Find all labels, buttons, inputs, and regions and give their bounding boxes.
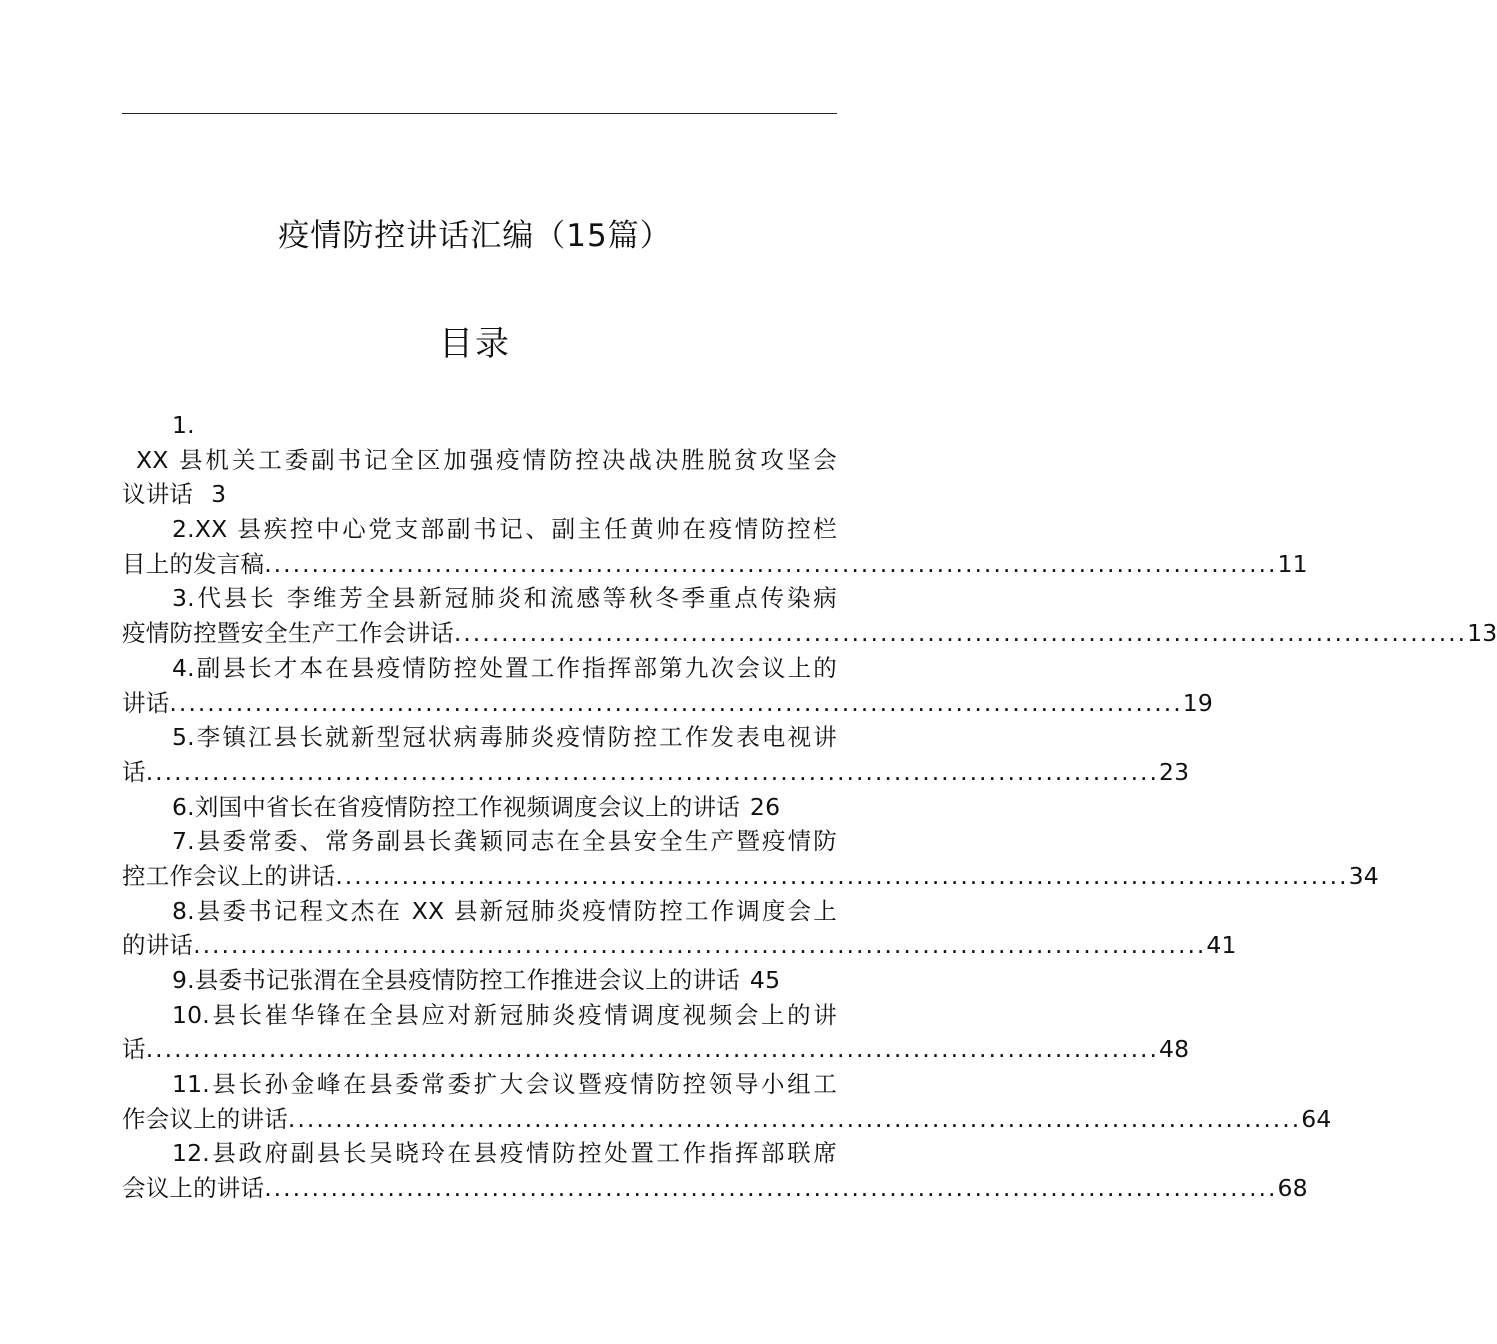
toc-entry-title-cont: 话 bbox=[122, 757, 146, 786]
toc-page-number: 64 bbox=[1301, 1104, 1332, 1133]
toc-leader-dots: ........................................................................................................... bbox=[193, 931, 1207, 960]
toc-entry-title[interactable]: 3.代县长 李维芳全县新冠肺炎和流感等秋冬季重点传染病 bbox=[172, 584, 837, 613]
toc-entry-title-cont: 的讲话 bbox=[122, 931, 194, 960]
toc-page-number: 11 bbox=[1277, 549, 1308, 578]
toc-entry-title[interactable]: 12.县政府副县长吴晓玲在县疫情防控处置工作指挥部联席 bbox=[172, 1139, 837, 1168]
toc-entry-title[interactable]: 8.县委书记程文杰在 XX 县新冠肺炎疫情防控工作调度会上 bbox=[172, 896, 837, 925]
toc-entry-title[interactable] bbox=[122, 963, 837, 998]
toc-entry-title-text: 6.刘国中省长在省疫情防控工作视频调度会议上的讲话 bbox=[172, 792, 740, 821]
toc-entry-title[interactable]: 10.县长崔华锋在全县应对新冠肺炎疫情调度视频会上的讲 bbox=[172, 1000, 837, 1029]
toc-entry-title[interactable]: 5.李镇江县长就新型冠状病毒肺炎疫情防控工作发表电视讲 bbox=[172, 723, 837, 752]
toc-leader-dots: ........................................................................................................... bbox=[169, 688, 1183, 717]
toc-entry-continuation[interactable] bbox=[122, 686, 1214, 721]
toc-entry-continuation[interactable] bbox=[122, 859, 1379, 894]
toc-entry-title[interactable]: 11.县长孙金峰在县委常委扩大会议暨疫情防控领导小组工 bbox=[172, 1070, 837, 1099]
toc-entry-number[interactable]: 1. bbox=[172, 411, 195, 439]
toc-entry-title[interactable]: 7.县委常委、常务副县长龚颖同志在全县安全生产暨疫情防 bbox=[172, 827, 837, 856]
toc-leader-dots: ........................................................................................................... bbox=[335, 861, 1349, 890]
toc-page-number: 45 bbox=[749, 966, 781, 994]
toc-leader-dots: ........................................................................................................... bbox=[453, 619, 1468, 648]
toc-entry-title-cont: 目上的发言稿 bbox=[122, 549, 265, 578]
toc-leader-dots: ........................................................................................................... bbox=[264, 1174, 1278, 1203]
toc-entry-continuation[interactable] bbox=[122, 1171, 1308, 1206]
toc-entry-continuation[interactable] bbox=[122, 477, 837, 512]
toc-entry-continuation[interactable] bbox=[122, 547, 1308, 582]
toc-page-number: 19 bbox=[1182, 688, 1214, 717]
toc-entry-title[interactable] bbox=[122, 790, 837, 825]
toc-entry-continuation[interactable] bbox=[122, 1032, 1190, 1067]
toc-entry-continuation[interactable] bbox=[122, 755, 1190, 790]
toc-entry-title[interactable]: 2.XX 县疾控中心党支部副书记、副主任黄帅在疫情防控栏 bbox=[172, 515, 837, 544]
toc-entry-title-cont: 控工作会议上的讲话 bbox=[122, 861, 336, 890]
toc-entry-title-cont: 讲话 bbox=[122, 688, 170, 717]
toc-entry-title-cont: 话 bbox=[122, 1035, 146, 1064]
toc-page-number: 23 bbox=[1159, 757, 1190, 786]
toc-entry-title-cont: 疫情防控暨安全生产工作会讲话 bbox=[122, 619, 454, 648]
toc-page-number: 13 bbox=[1467, 619, 1497, 648]
toc-entry-title-cont: 会议上的讲话 bbox=[122, 1174, 265, 1203]
toc-leader-dots: ........................................................................................................... bbox=[145, 757, 1159, 786]
toc-leader-dots: ........................................................................................................... bbox=[145, 1035, 1159, 1064]
toc-page-number: 34 bbox=[1348, 861, 1379, 890]
toc-heading: 目录 bbox=[439, 324, 511, 364]
table-of-contents bbox=[122, 408, 1497, 1206]
toc-entry-continuation[interactable] bbox=[122, 928, 1237, 963]
toc-entry-title-text: 9.县委书记张渭在全县疫情防控工作推进会议上的讲话 bbox=[172, 966, 740, 994]
toc-page-number: 26 bbox=[749, 792, 781, 821]
toc-entry-title[interactable]: 4.副县长才本在县疫情防控处置工作指挥部第九次会议上的 bbox=[172, 653, 837, 682]
toc-entry-title-cont: 作会议上的讲话 bbox=[122, 1104, 288, 1133]
toc-page-number: 41 bbox=[1206, 931, 1237, 960]
toc-page-number: 3 bbox=[211, 480, 227, 509]
toc-entry-title-cont: 议讲话 bbox=[122, 480, 194, 509]
toc-entry-continuation[interactable] bbox=[122, 616, 1497, 651]
toc-entry-title[interactable]: XX 县机关工委副书记全区加强疫情防控决战决胜脱贫攻坚会 bbox=[136, 445, 837, 474]
toc-page-number: 68 bbox=[1277, 1174, 1308, 1203]
toc-entry-continuation[interactable] bbox=[122, 1102, 1332, 1137]
toc-leader-dots: ........................................................................................................... bbox=[264, 549, 1278, 578]
document-title: 疫情防控讲话汇编（15篇） bbox=[278, 218, 672, 254]
toc-leader-dots: ........................................................................................................... bbox=[287, 1104, 1302, 1133]
header-rule bbox=[122, 113, 837, 114]
toc-page-number: 48 bbox=[1159, 1035, 1190, 1064]
